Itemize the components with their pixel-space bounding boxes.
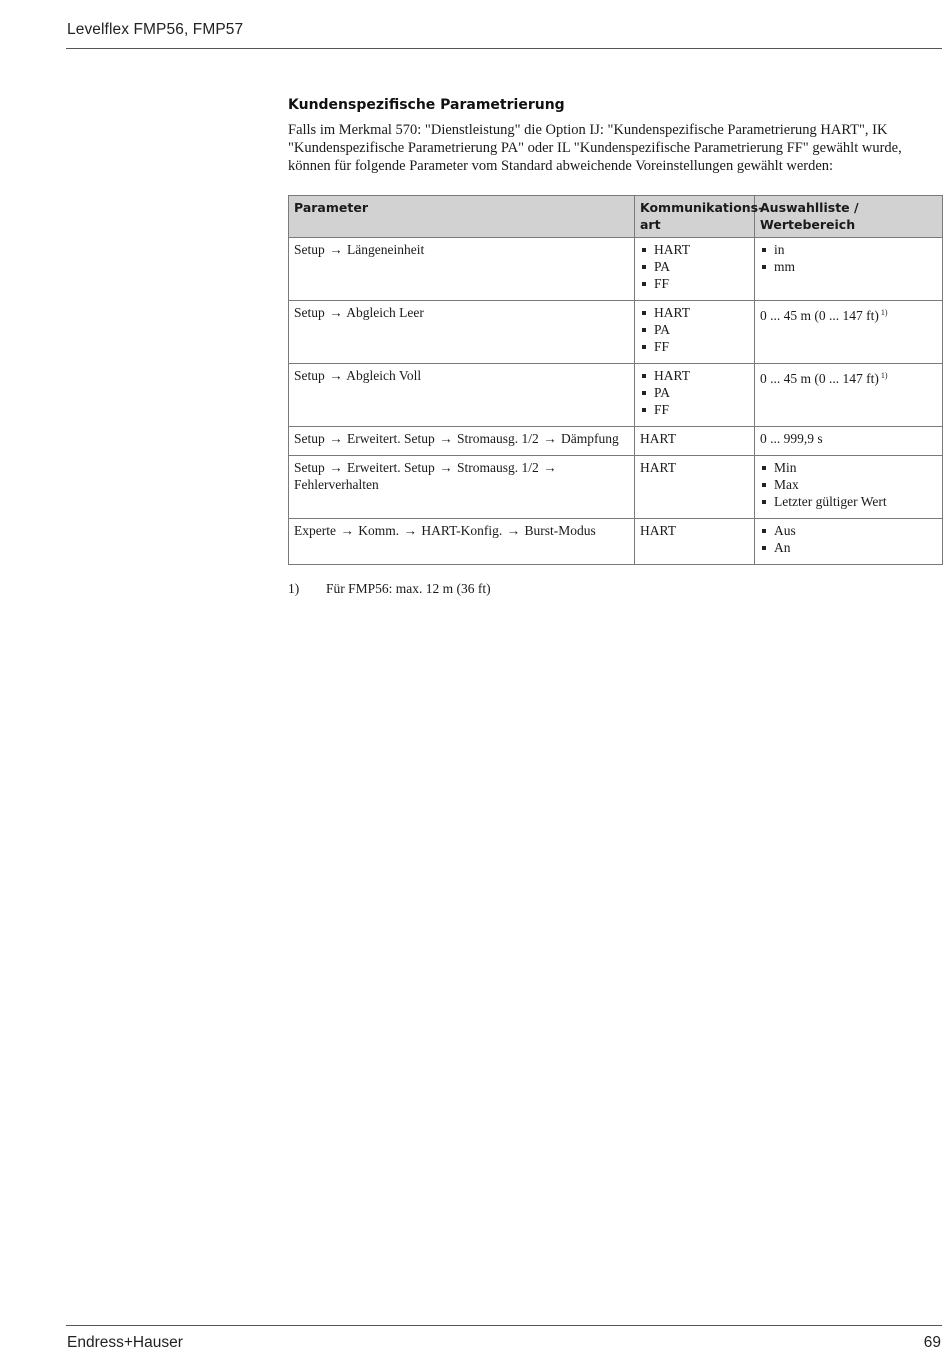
table-row [289,427,943,456]
path-segment: HART-Konfig. [421,523,503,538]
path-segment: Fehlerverhalten [294,477,379,492]
table-row [289,519,943,565]
communication-cell [635,519,755,565]
comm-item-list [640,304,749,355]
page-number: 69 [923,1334,941,1351]
value-item: Letzter gültiger Wert [760,493,937,510]
path-segment: Experte [294,523,336,538]
communication-cell [635,238,755,301]
path-segment: Setup [294,242,325,257]
parameter-cell [289,427,635,456]
parameter-cell [289,519,635,565]
arrow-icon: → [543,431,557,446]
comm-item: FF [640,275,749,292]
parameter-cell [289,456,635,519]
arrow-icon: → [329,460,343,475]
footnote-ref: 1) [880,308,888,317]
arrow-icon: → [439,431,453,446]
path-segment: Dämpfung [561,431,619,446]
table-row [289,238,943,301]
value-text: 0 ... 45 m (0 ... 147 ft) [760,308,879,323]
parameter-cell [289,238,635,301]
path-segment: Erweitert. Setup [347,431,435,446]
column-header-communication: Kommunikations-art [635,196,755,238]
value-item: An [760,539,937,556]
comm-item: HART [640,304,749,321]
value-item-list [760,241,937,275]
comm-item-list [640,241,749,292]
value-item: in [760,241,937,258]
header-rule [66,48,942,49]
column-header-values: Auswahlliste / Wertebereich [755,196,943,238]
communication-cell [635,427,755,456]
path-segment: Abgleich Leer [346,305,424,320]
table-row [289,364,943,427]
communication-cell [635,364,755,427]
value-cell [755,301,943,364]
comm-text: HART [640,431,676,446]
intro-paragraph: Falls im Merkmal 570: "Dienstleistung" die Option IJ: "Kundenspezifische Parametrierung HART", IK "Kundenspezifische Parametrierung PA" oder IL "Kundenspezifische Parametrierung FF" gewählt wurde, können für folgende Parameter vom Standard abweichende Voreinstellungen gewählt werden: [288,122,902,174]
value-item-list [760,522,937,556]
comm-item: FF [640,401,749,418]
comm-item: FF [640,338,749,355]
value-item: Aus [760,522,937,539]
comm-text: HART [640,460,676,475]
comm-item: PA [640,321,749,338]
path-segment: Stromausg. 1/2 [457,431,539,446]
path-segment: Setup [294,431,325,446]
table-header-row [289,196,943,238]
value-text: 0 ... 45 m (0 ... 147 ft) [760,371,879,386]
arrow-icon: → [340,523,354,538]
value-item: Min [760,459,937,476]
footer-brand: Endress+Hauser [67,1334,183,1351]
path-segment: Setup [294,368,325,383]
section-heading: Kundenspezifische Parametrierung [288,97,565,113]
path-segment: Setup [294,460,325,475]
parameter-cell [289,301,635,364]
parameter-cell [289,364,635,427]
communication-cell [635,301,755,364]
arrow-icon: → [329,368,343,383]
comm-text: HART [640,523,676,538]
footnote-text: Für FMP56: max. 12 m (36 ft) [326,581,491,596]
communication-cell [635,456,755,519]
value-cell [755,364,943,427]
table-body [289,238,943,565]
value-item: Max [760,476,937,493]
arrow-icon: → [329,431,343,446]
value-cell [755,519,943,565]
value-cell [755,238,943,301]
footer-rule [66,1325,942,1326]
comm-item: PA [640,384,749,401]
column-header-parameter: Parameter [289,196,635,238]
path-segment: Erweitert. Setup [347,460,435,475]
parameter-table [288,195,943,565]
arrow-icon: → [506,523,521,538]
running-header: Levelflex FMP56, FMP57 [67,21,244,38]
comm-item: HART [640,367,749,384]
value-item-list [760,459,937,510]
value-cell [755,427,943,456]
arrow-icon: → [439,460,453,475]
comm-item: HART [640,241,749,258]
comm-item: PA [640,258,749,275]
footnote [288,581,942,597]
path-segment: Längeneinheit [347,242,425,257]
arrow-icon: → [329,242,343,257]
table-row [289,301,943,364]
table-row [289,456,943,519]
arrow-icon: → [543,460,557,475]
main-content [288,97,942,597]
arrow-icon: → [329,305,343,320]
value-text: 0 ... 999,9 s [760,431,823,446]
footnote-number: 1) [288,581,300,596]
value-item: mm [760,258,937,275]
comm-item-list [640,367,749,418]
arrow-icon: → [403,523,417,538]
path-segment: Komm. [358,523,400,538]
value-cell [755,456,943,519]
path-segment: Abgleich Voll [346,368,422,383]
path-segment: Setup [294,305,325,320]
path-segment: Burst-Modus [524,523,596,538]
footnote-ref: 1) [880,371,888,380]
path-segment: Stromausg. 1/2 [457,460,539,475]
